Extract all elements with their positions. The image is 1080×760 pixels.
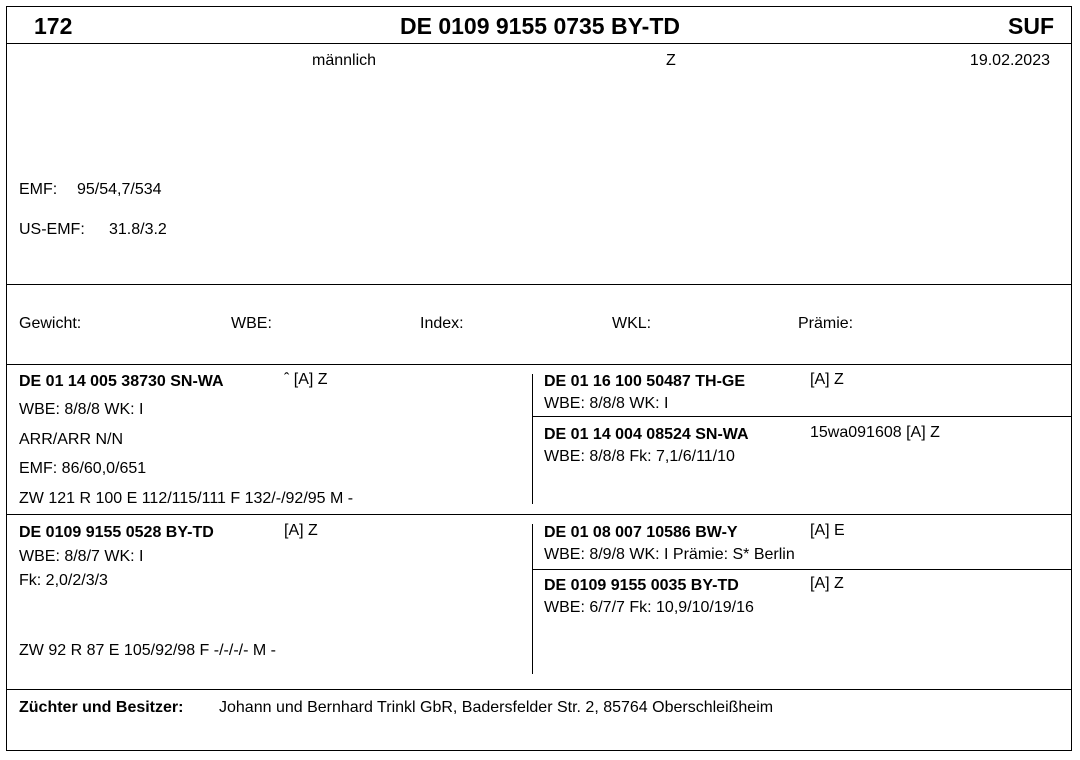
- info-divider: [6, 284, 1072, 285]
- sire-breeding-values: ZW 121 R 100 E 112/115/111 F 132/-/92/95 M -: [19, 490, 354, 507]
- sire-sire-ear-tag: DE 01 16 100 50487 TH-GE: [544, 373, 746, 390]
- card-number: 172: [34, 13, 73, 39]
- sire-ear-tag: DE 01 14 005 38730 SN-WA: [19, 373, 224, 390]
- dam-wbe: WBE: 8/8/7 WK: I: [19, 548, 144, 565]
- herdbook-section: Z: [666, 52, 676, 69]
- dam-sire-wbe: WBE: 8/9/8 WK: I Prämie: S* Berlin: [544, 546, 795, 563]
- sex: männlich: [312, 52, 377, 69]
- dam-fk: Fk: 2,0/2/3/3: [19, 572, 108, 589]
- dam-ear-tag: DE 0109 9155 0528 BY-TD: [19, 524, 214, 541]
- dam-dam-ear-tag: DE 0109 9155 0035 BY-TD: [544, 577, 739, 594]
- breeder-value: Johann und Bernhard Trinkl GbR, Badersfelder Str. 2, 85764 Oberschleißheim: [219, 699, 774, 716]
- sire-genotype: ARR/ARR N/N: [19, 431, 124, 448]
- emf-value: 95/54,7/534: [77, 181, 162, 198]
- dam-sire-marks: [A] E: [810, 522, 845, 539]
- emf-label: EMF:: [19, 181, 58, 198]
- header-divider: [6, 43, 1072, 44]
- dam-dam-marks: [A] Z: [810, 575, 844, 592]
- sire-dam-marks: 15wa091608 [A] Z: [810, 424, 940, 441]
- dam-marks: [A] Z: [284, 522, 318, 539]
- gewicht-label: Gewicht:: [19, 315, 82, 332]
- dam-column-divider: [532, 524, 533, 674]
- wkl-label: WKL:: [612, 315, 652, 332]
- index-label: Index:: [420, 315, 464, 332]
- praemie-label: Prämie:: [798, 315, 854, 332]
- dam-breeding-values: ZW 92 R 87 E 105/92/98 F -/-/-/- M -: [19, 642, 276, 659]
- sire-dam-section-divider: [6, 514, 1072, 515]
- sire-dam-wbe: WBE: 8/8/8 Fk: 7,1/6/11/10: [544, 448, 735, 465]
- dam-dam-wbe: WBE: 6/7/7 Fk: 10,9/10/19/16: [544, 599, 754, 616]
- animal-ear-tag: DE 0109 9155 0735 BY-TD: [399, 13, 680, 39]
- breeder-label: Züchter und Besitzer:: [19, 699, 184, 716]
- us-emf-label: US-EMF:: [19, 221, 85, 238]
- sire-column-divider: [532, 374, 533, 504]
- breed-code: SUF: [1008, 13, 1054, 39]
- ratings-divider: [6, 364, 1072, 365]
- sire-sire-wbe: WBE: 8/8/8 WK: I: [544, 395, 669, 412]
- sire-wbe: WBE: 8/8/8 WK: I: [19, 401, 144, 418]
- sire-sire-marks: [A] Z: [810, 371, 844, 388]
- us-emf-value: 31.8/3.2: [109, 221, 167, 238]
- breeder-divider: [6, 689, 1072, 690]
- dam-sire-ear-tag: DE 01 08 007 10586 BW-Y: [544, 524, 738, 541]
- sire-emf: EMF: 86/60,0/651: [19, 460, 147, 477]
- birth-date: 19.02.2023: [969, 52, 1050, 69]
- sire-parents-divider: [532, 416, 1072, 417]
- wbe-label: WBE:: [231, 315, 272, 332]
- sire-marks: ˆ [A] Z: [284, 371, 328, 388]
- dam-parents-divider: [532, 569, 1072, 570]
- sire-dam-ear-tag: DE 01 14 004 08524 SN-WA: [544, 426, 749, 443]
